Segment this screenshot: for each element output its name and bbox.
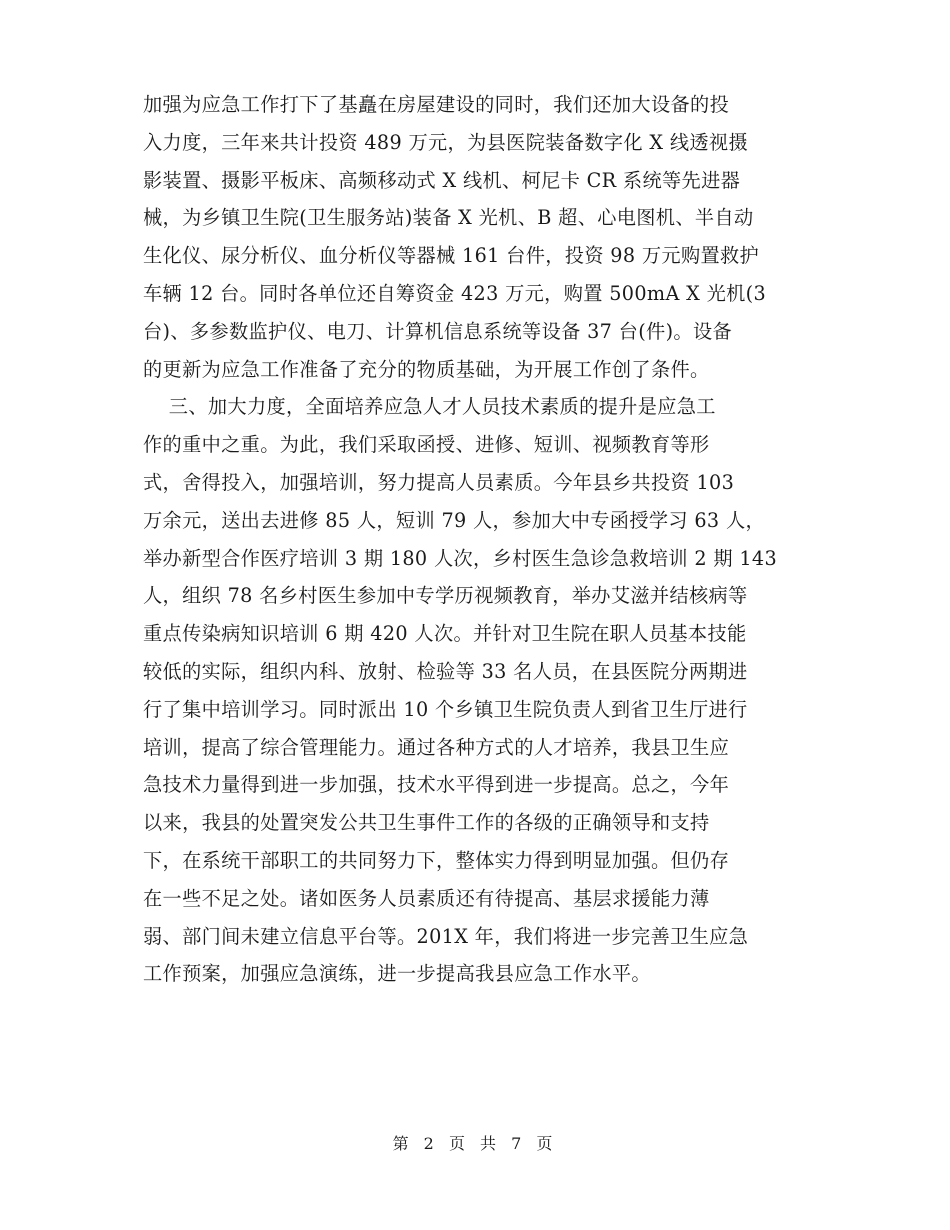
text-line: 车辆 12 台。同时各单位还自筹资金 423 万元，购置 500mA X 光机(3 [143, 281, 767, 305]
page-number-footer: 第 2 页 共 7 页 [392, 1134, 558, 1153]
text-line: 人，组织 78 名乡村医生参加中专学历视频教育，举办艾滋并结核病等 [143, 584, 748, 608]
text-line: 以来，我县的处置突发公共卫生事件工作的各级的正确领导和支持 [143, 811, 710, 835]
text-line: 台)、多参数监护仪、电刀、计算机信息系统等设备 37 台(件)。设备 [143, 319, 733, 343]
text-line: 较低的实际，组织内科、放射、检验等 33 名人员，在县医院分两期进 [143, 659, 748, 683]
text-line: 械，为乡镇卫生院(卫生服务站)装备 X 光机、B 超、心电图机、半自动 [143, 206, 754, 230]
text-line: 急技术力量得到进一步加强，技术水平得到进一步提高。总之，今年 [143, 773, 730, 797]
text-line: 的更新为应急工作准备了充分的物质基础，为开展工作创了条件。 [143, 357, 710, 381]
text-line: 培训，提高了综合管理能力。通过各种方式的人才培养，我县卫生应 [143, 735, 730, 759]
text-line: 工作预案，加强应急演练，进一步提高我县应急工作水平。 [143, 962, 651, 986]
body-text [143, 86, 823, 993]
text-line: 行了集中培训学习。同时派出 10 个乡镇卫生院负责人到省卫生厅进行 [143, 697, 748, 721]
text-line: 入力度，三年来共计投资 489 万元，为县医院装备数字化 X 线透视摄 [143, 130, 748, 154]
text-line: 作的重中之重。为此，我们采取函授、进修、短训、视频教育等形 [143, 433, 710, 457]
text-line: 三、加大力度，全面培养应急人才人员技术素质的提升是应急工 [143, 395, 716, 419]
text-line: 弱、部门间未建立信息平台等。201X 年，我们将进一步完善卫生应急 [143, 924, 749, 948]
text-line: 加强为应急工作打下了基矗在房屋建设的同时，我们还加大设备的投 [143, 93, 730, 116]
text-line: 生化仪、尿分析仪、血分析仪等器械 161 台件，投资 98 万元购置救护 [143, 244, 760, 268]
text-line: 万余元，送出去进修 85 人，短训 79 人，参加大中专函授学习 63 人， [143, 508, 766, 532]
text-line: 在一些不足之处。诸如医务人员素质还有待提高、基层求援能力薄 [143, 886, 710, 910]
text-line: 举办新型合作医疗培训 3 期 180 人次，乡村医生急诊急救培训 2 期 143 [143, 546, 778, 570]
text-line: 重点传染病知识培训 6 期 420 人次。并针对卫生院在职人员基本技能 [143, 622, 747, 646]
text-line: 下，在系统干部职工的共同努力下，整体实力得到明显加强。但仍存 [143, 848, 730, 872]
text-line: 影装置、摄影平板床、高频移动式 X 线机、柯尼卡 CR 系统等先进器 [143, 168, 741, 192]
text-line: 式，舍得投入，加强培训，努力提高人员素质。今年县乡共投资 103 [143, 470, 735, 494]
